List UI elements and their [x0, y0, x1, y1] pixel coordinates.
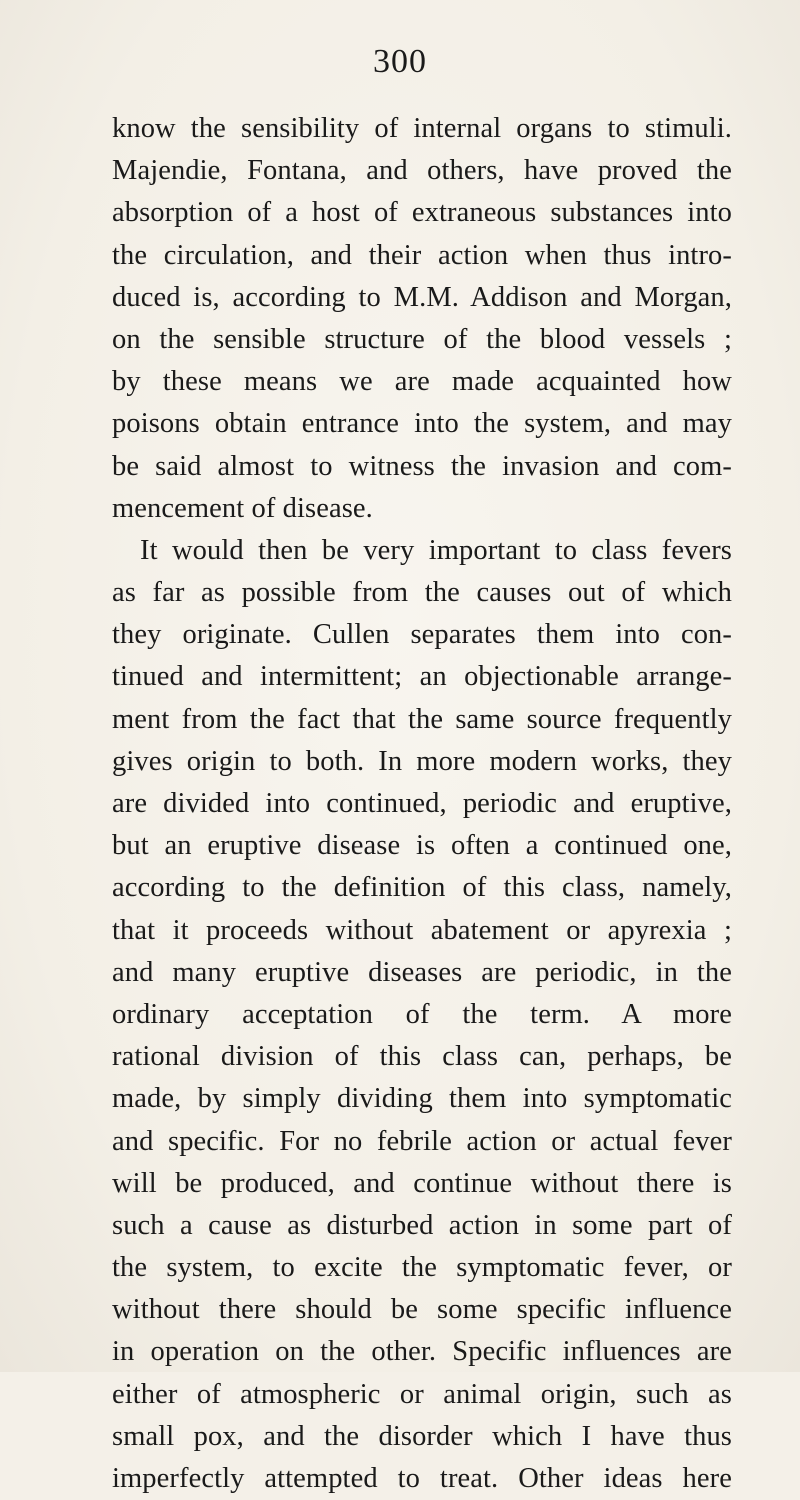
- text-line: be said almost to witness the invasion and com-: [112, 450, 732, 482]
- text-line: ordinary acceptation of the term. A more: [112, 998, 732, 1030]
- text-line: rational division of this class can, perhaps, be: [112, 1041, 732, 1073]
- text-line: gives origin to both. In more modern works, they: [112, 745, 732, 777]
- text-line: ment from the fact that the same source frequently: [112, 703, 732, 735]
- text-line: on the sensible structure of the blood vessels ;: [112, 323, 732, 355]
- text-line: in operation on the other. Specific influences are: [112, 1336, 732, 1368]
- text-line: made, by simply dividing them into symptomatic: [112, 1083, 732, 1115]
- text-line: and specific. For no febrile action or actual fever: [112, 1125, 732, 1157]
- text-line: poisons obtain entrance into the system, and may: [112, 408, 732, 440]
- paragraph-start-line: It would then be very important to class fevers: [140, 534, 732, 566]
- text-line: the circulation, and their action when thus intro-: [112, 239, 732, 271]
- text-line: without there should be some specific influence: [112, 1294, 732, 1326]
- text-line: duced is, according to M.M. Addison and Morgan,: [112, 281, 732, 313]
- text-line: imperfectly attempted to treat. Other ideas here: [112, 1463, 732, 1494]
- text-line: know the sensibility of internal organs to stimuli.: [112, 113, 732, 144]
- text-line: by these means we are made acquainted how: [112, 366, 732, 398]
- text-line: the system, to excite the symptomatic fever, or: [112, 1252, 732, 1284]
- text-line: but an eruptive disease is often a continued one,: [112, 830, 732, 862]
- text-line: are divided into continued, periodic and eruptive,: [112, 788, 732, 819]
- text-line: and many eruptive diseases are periodic, in the: [112, 956, 732, 988]
- text-line: that it proceeds without abatement or apyrexia ;: [112, 914, 732, 946]
- page-number: 300: [373, 43, 427, 80]
- body-text: [112, 108, 732, 1500]
- text-line: they originate. Cullen separates them into con-: [112, 619, 732, 651]
- text-line: such a cause as disturbed action in some part of: [112, 1209, 732, 1241]
- text-line: Majendie, Fontana, and others, have proved the: [112, 155, 732, 187]
- text-line: as far as possible from the causes out of which: [112, 577, 732, 609]
- text-line: tinued and intermittent; an objectionable arrange-: [112, 661, 732, 693]
- text-line: absorption of a host of extraneous substances into: [112, 197, 732, 229]
- paragraph-end-line: mencement of disease.: [112, 492, 373, 524]
- text-line: will be produced, and continue without there is: [112, 1167, 732, 1199]
- text-line: either of atmospheric or animal origin, such as: [112, 1378, 732, 1410]
- text-line: small pox, and the disorder which I have thus: [112, 1420, 732, 1452]
- text-line: according to the definition of this class, namely,: [112, 872, 732, 904]
